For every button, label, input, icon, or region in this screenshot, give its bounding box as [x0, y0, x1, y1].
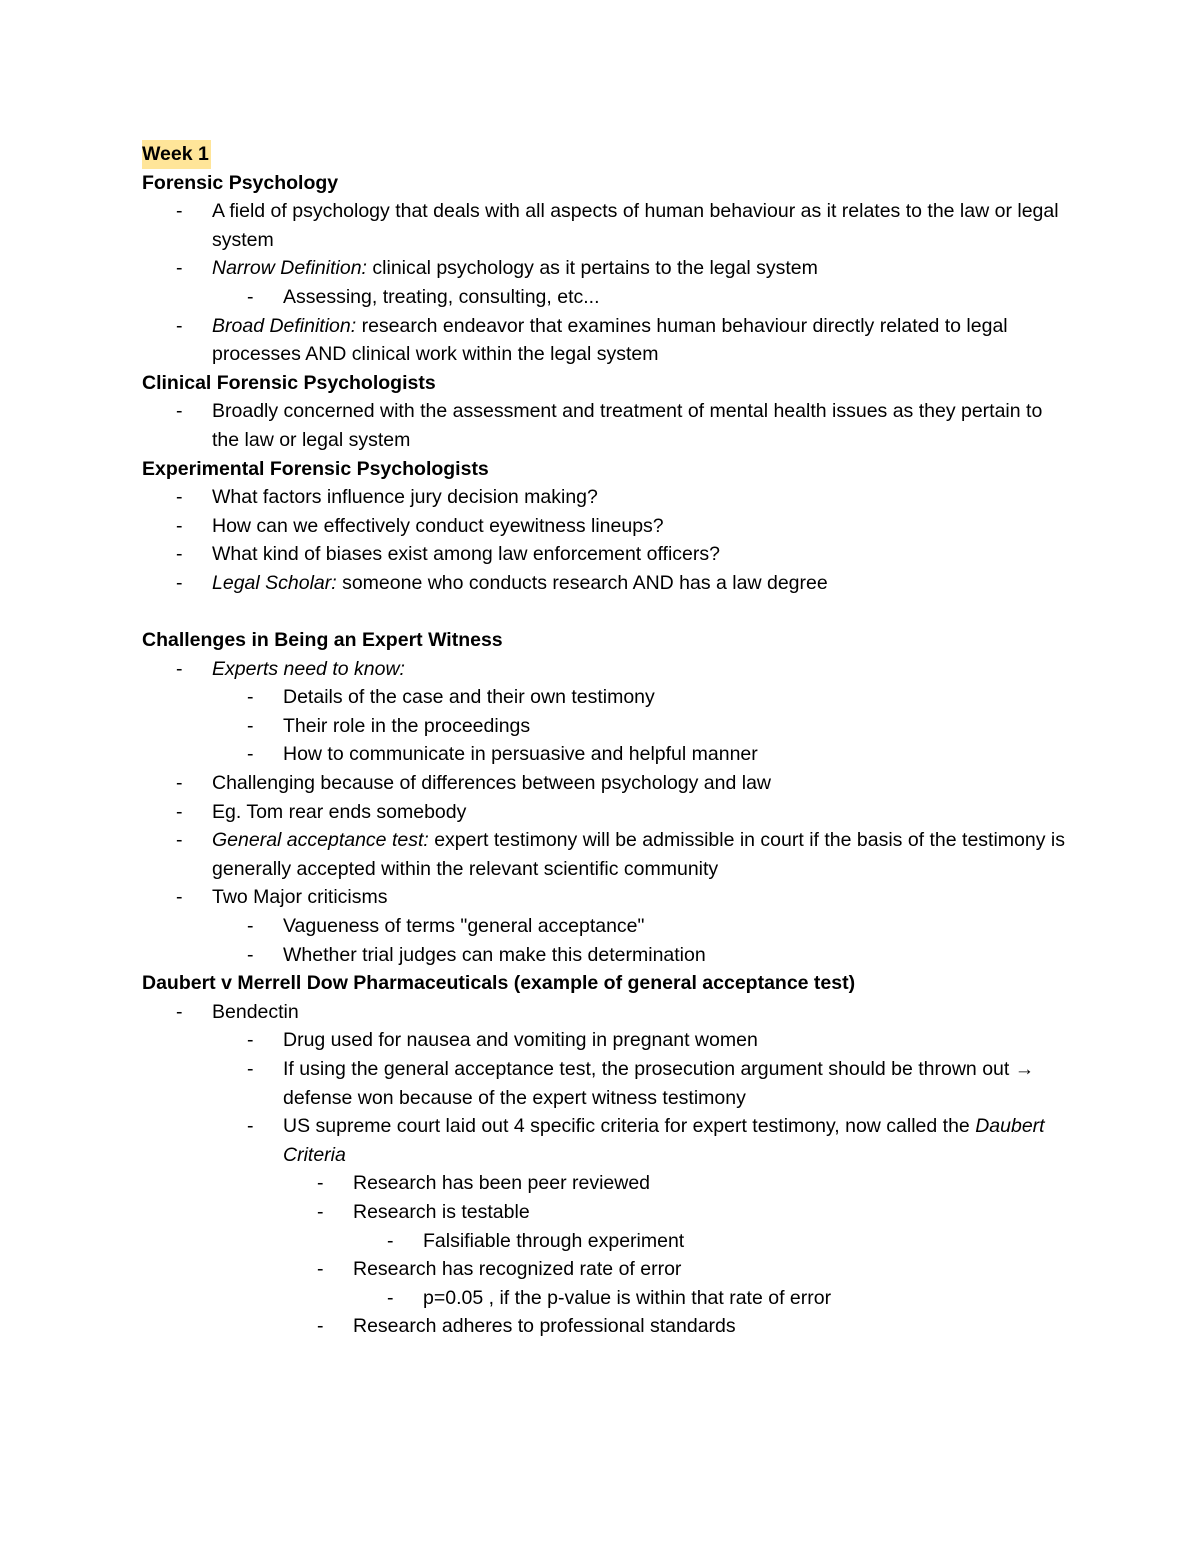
list-item — [142, 1112, 1072, 1169]
bullet-dash: - — [176, 886, 183, 909]
list-item — [142, 283, 1072, 312]
list-item — [142, 312, 1072, 369]
term-experts-need-to-know: Experts need to know: — [212, 657, 405, 680]
bullet-dash: - — [247, 1029, 254, 1052]
bullet-dash: - — [317, 1315, 324, 1338]
bullet-dash: - — [247, 285, 254, 308]
bullet-dash: - — [317, 1172, 324, 1195]
list-item-text: Assessing, treating, consulting, etc... — [283, 285, 600, 308]
term-broad-definition: Broad Definition: — [212, 314, 357, 337]
list-item-text: US supreme court laid out 4 specific criteria for expert testimony, now called the — [283, 1115, 976, 1138]
term-legal-scholar: Legal Scholar: — [212, 571, 337, 594]
section-heading-clinical: Clinical Forensic Psychologists — [142, 371, 436, 394]
bullet-dash: - — [176, 829, 183, 852]
list-item — [142, 569, 1072, 598]
bullet-dash: - — [387, 1286, 394, 1309]
bullet-dash: - — [247, 686, 254, 709]
list-item — [142, 1255, 1072, 1284]
term-narrow-definition: Narrow Definition: — [212, 257, 367, 280]
bullet-dash: - — [176, 400, 183, 423]
bullet-dash: - — [176, 657, 183, 680]
list-item-text: Research adheres to professional standards — [353, 1315, 736, 1338]
list-item — [142, 740, 1072, 769]
bullet-dash: - — [176, 257, 183, 280]
document-page — [142, 140, 1072, 1341]
list-item — [142, 655, 1072, 684]
list-item — [142, 197, 1072, 254]
week-heading — [142, 140, 1072, 169]
bullet-dash: - — [247, 1115, 254, 1138]
list-item-text: What factors influence jury decision making? — [212, 486, 598, 509]
bullet-dash: - — [176, 772, 183, 795]
bullet-dash: - — [176, 1000, 183, 1023]
list-item — [142, 712, 1072, 741]
term-general-acceptance-test: General acceptance test: — [212, 829, 429, 852]
list-item-text: p=0.05 , if the p-value is within that rate of error — [423, 1286, 832, 1309]
bullet-dash: - — [176, 543, 183, 566]
bullet-dash: - — [176, 800, 183, 823]
list-item — [142, 483, 1072, 512]
list-item-text: What kind of biases exist among law enforcement officers? — [212, 543, 720, 566]
bullet-dash: - — [247, 1058, 254, 1080]
bullet-dash: - — [176, 314, 183, 337]
list-item-text: Research has recognized rate of error — [353, 1258, 682, 1281]
list-item-text: Drug used for nausea and vomiting in pregnant women — [283, 1029, 758, 1052]
list-item-text: How to communicate in persuasive and helpful manner — [283, 743, 758, 766]
list-item-text: Falsifiable through experiment — [423, 1229, 685, 1252]
bullet-dash: - — [247, 943, 254, 966]
list-item — [142, 1169, 1072, 1198]
list-item-text: Their role in the proceedings — [283, 714, 531, 737]
section-heading-forensic: Forensic Psychology — [142, 171, 339, 194]
list-item-text: If using the general acceptance test, the prosecution argument should be thrown out → defense won because of the expert witness testimony — [283, 1058, 1035, 1109]
bullet-dash: - — [176, 486, 183, 509]
section-heading-challenges: Challenges in Being an Expert Witness — [142, 629, 503, 652]
bullet-dash: - — [247, 714, 254, 737]
list-item-text: expert testimony will be admissible in court if the basis of the testimony is generally accepted within the relevant scientific community — [212, 829, 1065, 880]
list-item — [142, 397, 1072, 454]
list-item — [142, 540, 1072, 569]
bullet-dash: - — [247, 915, 254, 938]
week-label-highlight: Week 1 — [142, 140, 211, 169]
list-item-text: Broadly concerned with the assessment and treatment of mental health issues as they pertain to the law or legal system — [212, 400, 1043, 451]
list-item — [142, 1198, 1072, 1227]
list-item — [142, 1055, 1072, 1112]
list-item — [142, 254, 1072, 283]
list-item — [142, 912, 1072, 941]
list-item-text: Details of the case and their own testimony — [283, 686, 655, 709]
term-daubert-criteria: Daubert Criteria — [283, 1115, 1045, 1166]
list-item — [142, 941, 1072, 970]
bullet-dash: - — [387, 1229, 394, 1252]
section-heading-daubert: Daubert v Merrell Dow Pharmaceuticals (example of general acceptance test) — [142, 972, 856, 995]
blank-line — [142, 598, 1072, 627]
list-item — [142, 798, 1072, 827]
list-item-text: Eg. Tom rear ends somebody — [212, 800, 467, 823]
list-item-text: How can we effectively conduct eyewitness lineups? — [212, 514, 664, 537]
bullet-dash: - — [176, 514, 183, 537]
list-item-text: Research has been peer reviewed — [353, 1172, 651, 1195]
list-item — [142, 683, 1072, 712]
list-item-text: Whether trial judges can make this determination — [283, 943, 706, 966]
list-item — [142, 512, 1072, 541]
bullet-dash: - — [176, 200, 183, 223]
list-item-text: Two Major criticisms — [212, 886, 388, 909]
section-heading-experimental: Experimental Forensic Psychologists — [142, 457, 489, 480]
list-item — [142, 1284, 1072, 1313]
list-item — [142, 883, 1072, 912]
list-item — [142, 1312, 1072, 1341]
list-item-text: research endeavor that examines human behaviour directly related to legal processes AND clinical work within the legal system — [212, 314, 1008, 366]
list-item — [142, 998, 1072, 1027]
bullet-dash: - — [176, 571, 183, 594]
list-item-text: Vagueness of terms "general acceptance" — [283, 915, 645, 938]
list-item — [142, 1026, 1072, 1055]
bullet-dash: - — [317, 1258, 324, 1281]
list-item — [142, 826, 1072, 883]
list-item-text: clinical psychology as it pertains to the legal system — [366, 257, 818, 280]
list-item-text: Research is testable — [353, 1200, 530, 1223]
list-item — [142, 1227, 1072, 1256]
list-item-text: someone who conducts research AND has a law degree — [336, 571, 828, 594]
list-item-text: Bendectin — [212, 1000, 299, 1023]
bullet-dash: - — [317, 1200, 324, 1223]
list-item-text: A field of psychology that deals with all aspects of human behaviour as it relates to the law or legal system — [212, 200, 1059, 251]
list-item-text: Challenging because of differences between psychology and law — [212, 772, 772, 795]
bullet-dash: - — [247, 743, 254, 766]
list-item — [142, 769, 1072, 798]
